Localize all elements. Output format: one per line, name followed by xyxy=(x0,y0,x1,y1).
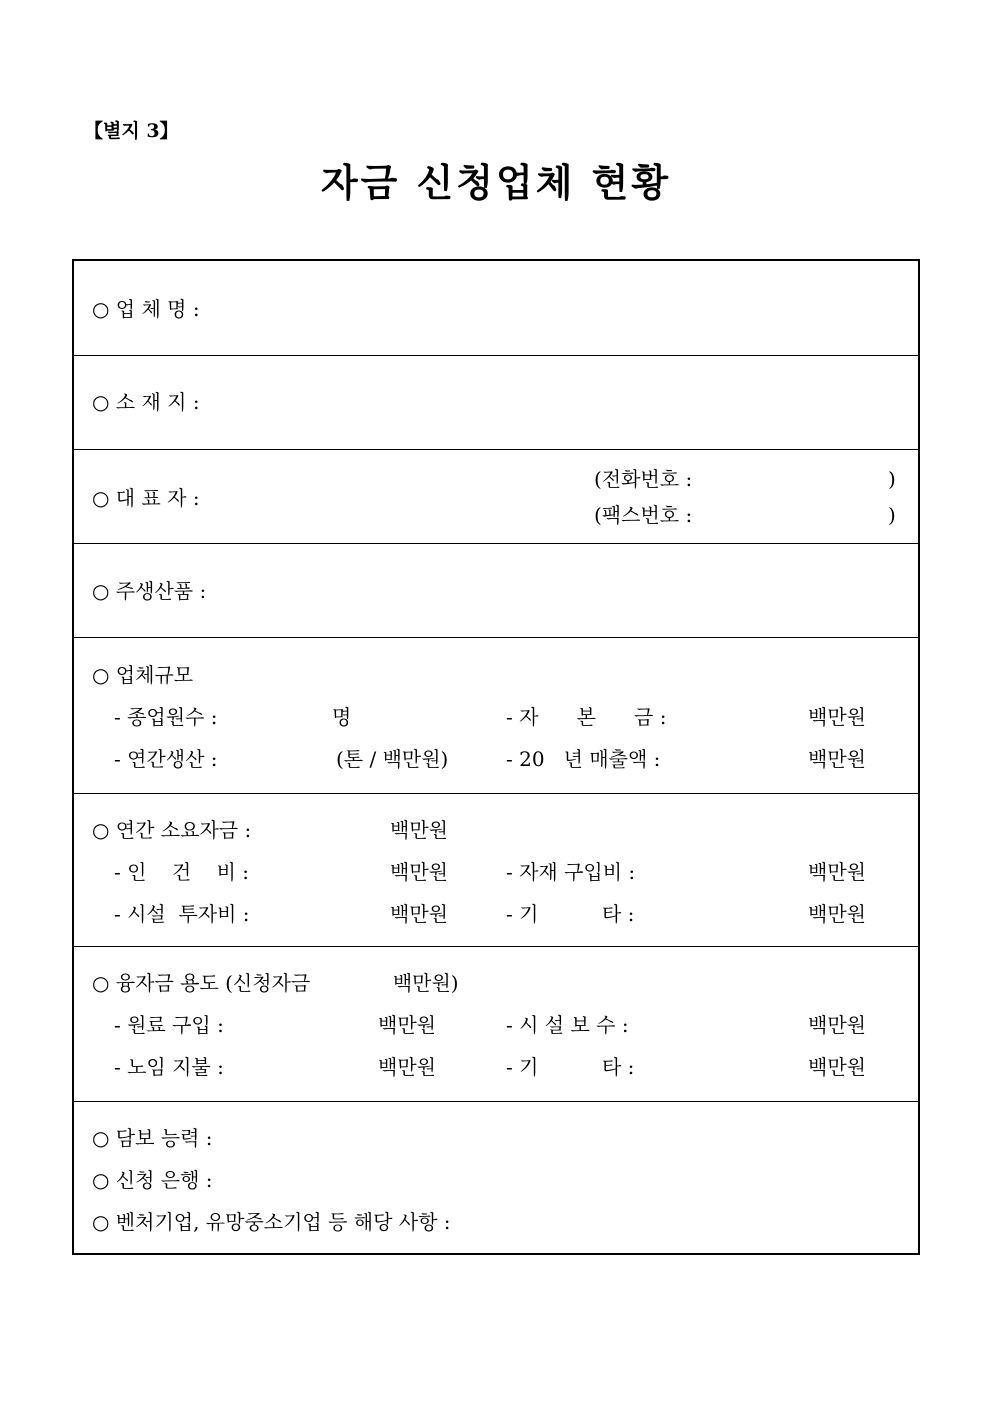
fax-label: (팩스번호 : xyxy=(594,503,693,527)
capital-label: - 자 본 금 : xyxy=(506,705,667,729)
funds-row[interactable] xyxy=(74,794,918,947)
raw-material-label: - 원료 구입 : xyxy=(114,1013,224,1037)
fax-close: ) xyxy=(888,503,896,527)
repair-label: - 시 설 보 수 : xyxy=(506,1013,629,1037)
labor-unit: 백만원 xyxy=(390,860,448,884)
employees-label: - 종업원수 : xyxy=(114,705,218,729)
usage-row[interactable] xyxy=(74,947,918,1102)
usage-other-label: - 기 타 : xyxy=(506,1055,635,1079)
company-name-row[interactable] xyxy=(74,261,918,356)
attachment-label: 【별지 3】 xyxy=(84,120,179,142)
wage-unit: 백만원 xyxy=(378,1055,436,1079)
location-row[interactable] xyxy=(74,356,918,450)
scale-label: ○ 업체규모 xyxy=(92,663,194,687)
labor-label: - 인 건 비 : xyxy=(114,860,250,884)
funds-label: ○ 연간 소요자금 : xyxy=(92,818,252,842)
facility-unit: 백만원 xyxy=(390,902,448,926)
facility-label: - 시설 투자비 : xyxy=(114,902,250,926)
sales-unit: 백만원 xyxy=(808,747,866,771)
representative-label: ○ 대 표 자 : xyxy=(92,486,200,510)
product-row[interactable] xyxy=(74,544,918,638)
employees-unit: 명 xyxy=(332,705,352,729)
collateral-label: ○ 담보 능력 : xyxy=(92,1126,213,1150)
location-label: ○ 소 재 지 : xyxy=(92,390,200,414)
capital-unit: 백만원 xyxy=(808,705,866,729)
repair-unit: 백만원 xyxy=(808,1013,866,1037)
venture-label: ○ 벤처기업, 유망중소기업 등 해당 사항 : xyxy=(92,1210,451,1234)
bank-label: ○ 신청 은행 : xyxy=(92,1168,213,1192)
sales-label: - 20 년 매출액 : xyxy=(506,747,661,771)
raw-material-unit: 백만원 xyxy=(378,1013,436,1037)
funds-other-unit: 백만원 xyxy=(808,902,866,926)
product-label: ○ 주생산품 : xyxy=(92,579,207,603)
wage-label: - 노임 지불 : xyxy=(114,1055,224,1079)
scale-row[interactable] xyxy=(74,638,918,794)
material-unit: 백만원 xyxy=(808,860,866,884)
production-unit: (톤 / 백만원) xyxy=(336,747,449,771)
usage-label: ○ 융자금 용도 (신청자금 백만원) xyxy=(92,971,459,995)
phone-close: ) xyxy=(888,467,896,491)
funds-total-unit: 백만원 xyxy=(390,818,448,842)
usage-other-unit: 백만원 xyxy=(808,1055,866,1079)
funds-other-label: - 기 타 : xyxy=(506,902,635,926)
representative-row[interactable] xyxy=(74,450,918,544)
misc-row[interactable] xyxy=(74,1102,918,1253)
company-name-label: ○ 업 체 명 : xyxy=(92,297,200,321)
material-label: - 자재 구입비 : xyxy=(506,860,636,884)
production-label: - 연간생산 : xyxy=(114,747,218,771)
page-title: 자금 신청업체 현황 xyxy=(320,160,672,205)
phone-label: (전화번호 : xyxy=(594,467,693,491)
application-form xyxy=(72,259,920,1255)
